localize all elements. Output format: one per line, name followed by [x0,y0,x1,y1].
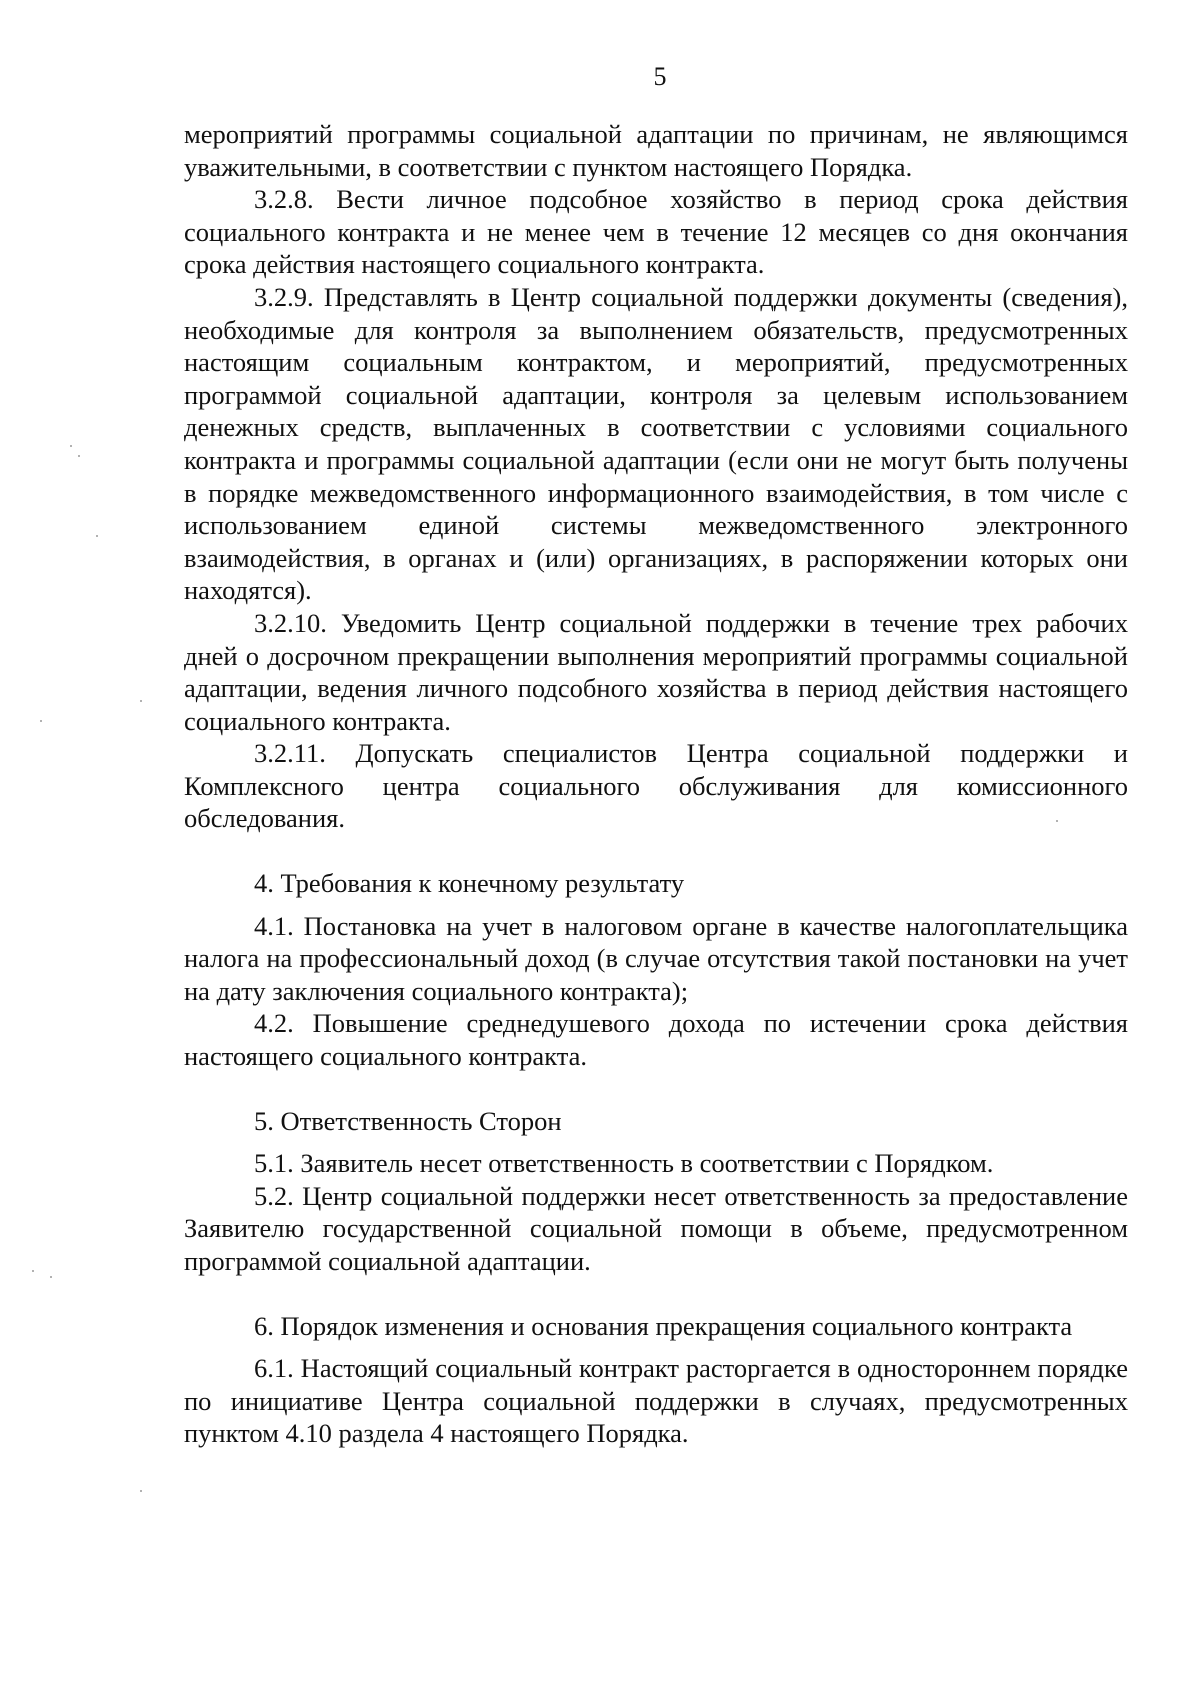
paragraph-3-2-10: 3.2.10. Уведомить Центр социальной поддержки в течение трех рабочих дней о досрочном прекращении выполнения мероприятий программы социальной адаптации, ведения личного подсобного хозяйства в период действия настоящего социального контракта. [184,607,1128,736]
scan-speck [1056,820,1058,822]
scan-speck [50,1276,52,1278]
section-heading-4: 4. Требования к конечному результату [254,868,685,899]
paragraph-5-2: 5.2. Центр социальной поддержки несет ответственность за предоставление Заявителю государственной социальной помощи в объеме, предусмотренном программой социальной адаптации. [184,1180,1128,1276]
scan-speck [140,1490,142,1492]
scan-speck [78,455,80,457]
scan-speck [32,1270,34,1272]
paragraph-6-1: 6.1. Настоящий социальный контракт расторгается в одностороннем порядке по инициативе Центра социальной поддержки в случаях, предусмотренных пунктом 4.10 раздела 4 настоящего Порядка. [184,1353,1128,1449]
paragraph-3-2-11: 3.2.11. Допускать специалистов Центра социальной поддержки и Комплексного центра социального обслуживания для комиссионного обследования. [184,738,1128,834]
paragraph-3-2-9: 3.2.9. Представлять в Центр социальной поддержки документы (сведения), необходимые для контроля за выполнением обязательств, предусмотренных настоящим социальным контрактом, и мероприятий, предусмотренных программой социальной адаптации, контроля за целевым использованием денежных средств, выплаченных в соответствии с условиями социального контракта и программы социальной адаптации (если они не могут быть получены в порядке межведомственного информационного взаимодействия, в том числе с использованием единой системы межведомственного электронного взаимодействия, в органах и (или) организациях, в распоряжении которых они находятся). [184,281,1128,606]
paragraph-3-2-8: 3.2.8. Вести личное подсобное хозяйство в период срока действия социального контракта и не менее чем в течение 12 месяцев со дня окончания срока действия настоящего социального контракта. [184,184,1128,280]
scan-speck [70,445,72,447]
paragraph-continuation: мероприятий программы социальной адаптации по причинам, не являющимся уважительными, в соответствии с пунктом настоящего Порядка. [184,119,1128,182]
section-heading-5: 5. Ответственность Сторон [254,1105,562,1136]
scan-speck [96,535,98,537]
paragraph-4-2: 4.2. Повышение среднедушевого дохода по истечении срока действия настоящего социального контракта. [184,1008,1128,1072]
paragraph-4-1: 4.1. Постановка на учет в налоговом органе в качестве налогоплательщика налога на профессиональный доход (в случае отсутствия такой постановки на учет на дату заключения социального контракта); [184,910,1128,1006]
section-heading-6: 6. Порядок изменения и основания прекращения социального контракта [254,1310,1073,1341]
paragraph-5-1: 5.1. Заявитель несет ответственность в соответствии с Порядком. [254,1148,994,1179]
scan-speck [140,700,142,702]
document-body [184,118,1128,1450]
scan-speck [40,720,42,722]
page-number: 5 [653,62,667,91]
